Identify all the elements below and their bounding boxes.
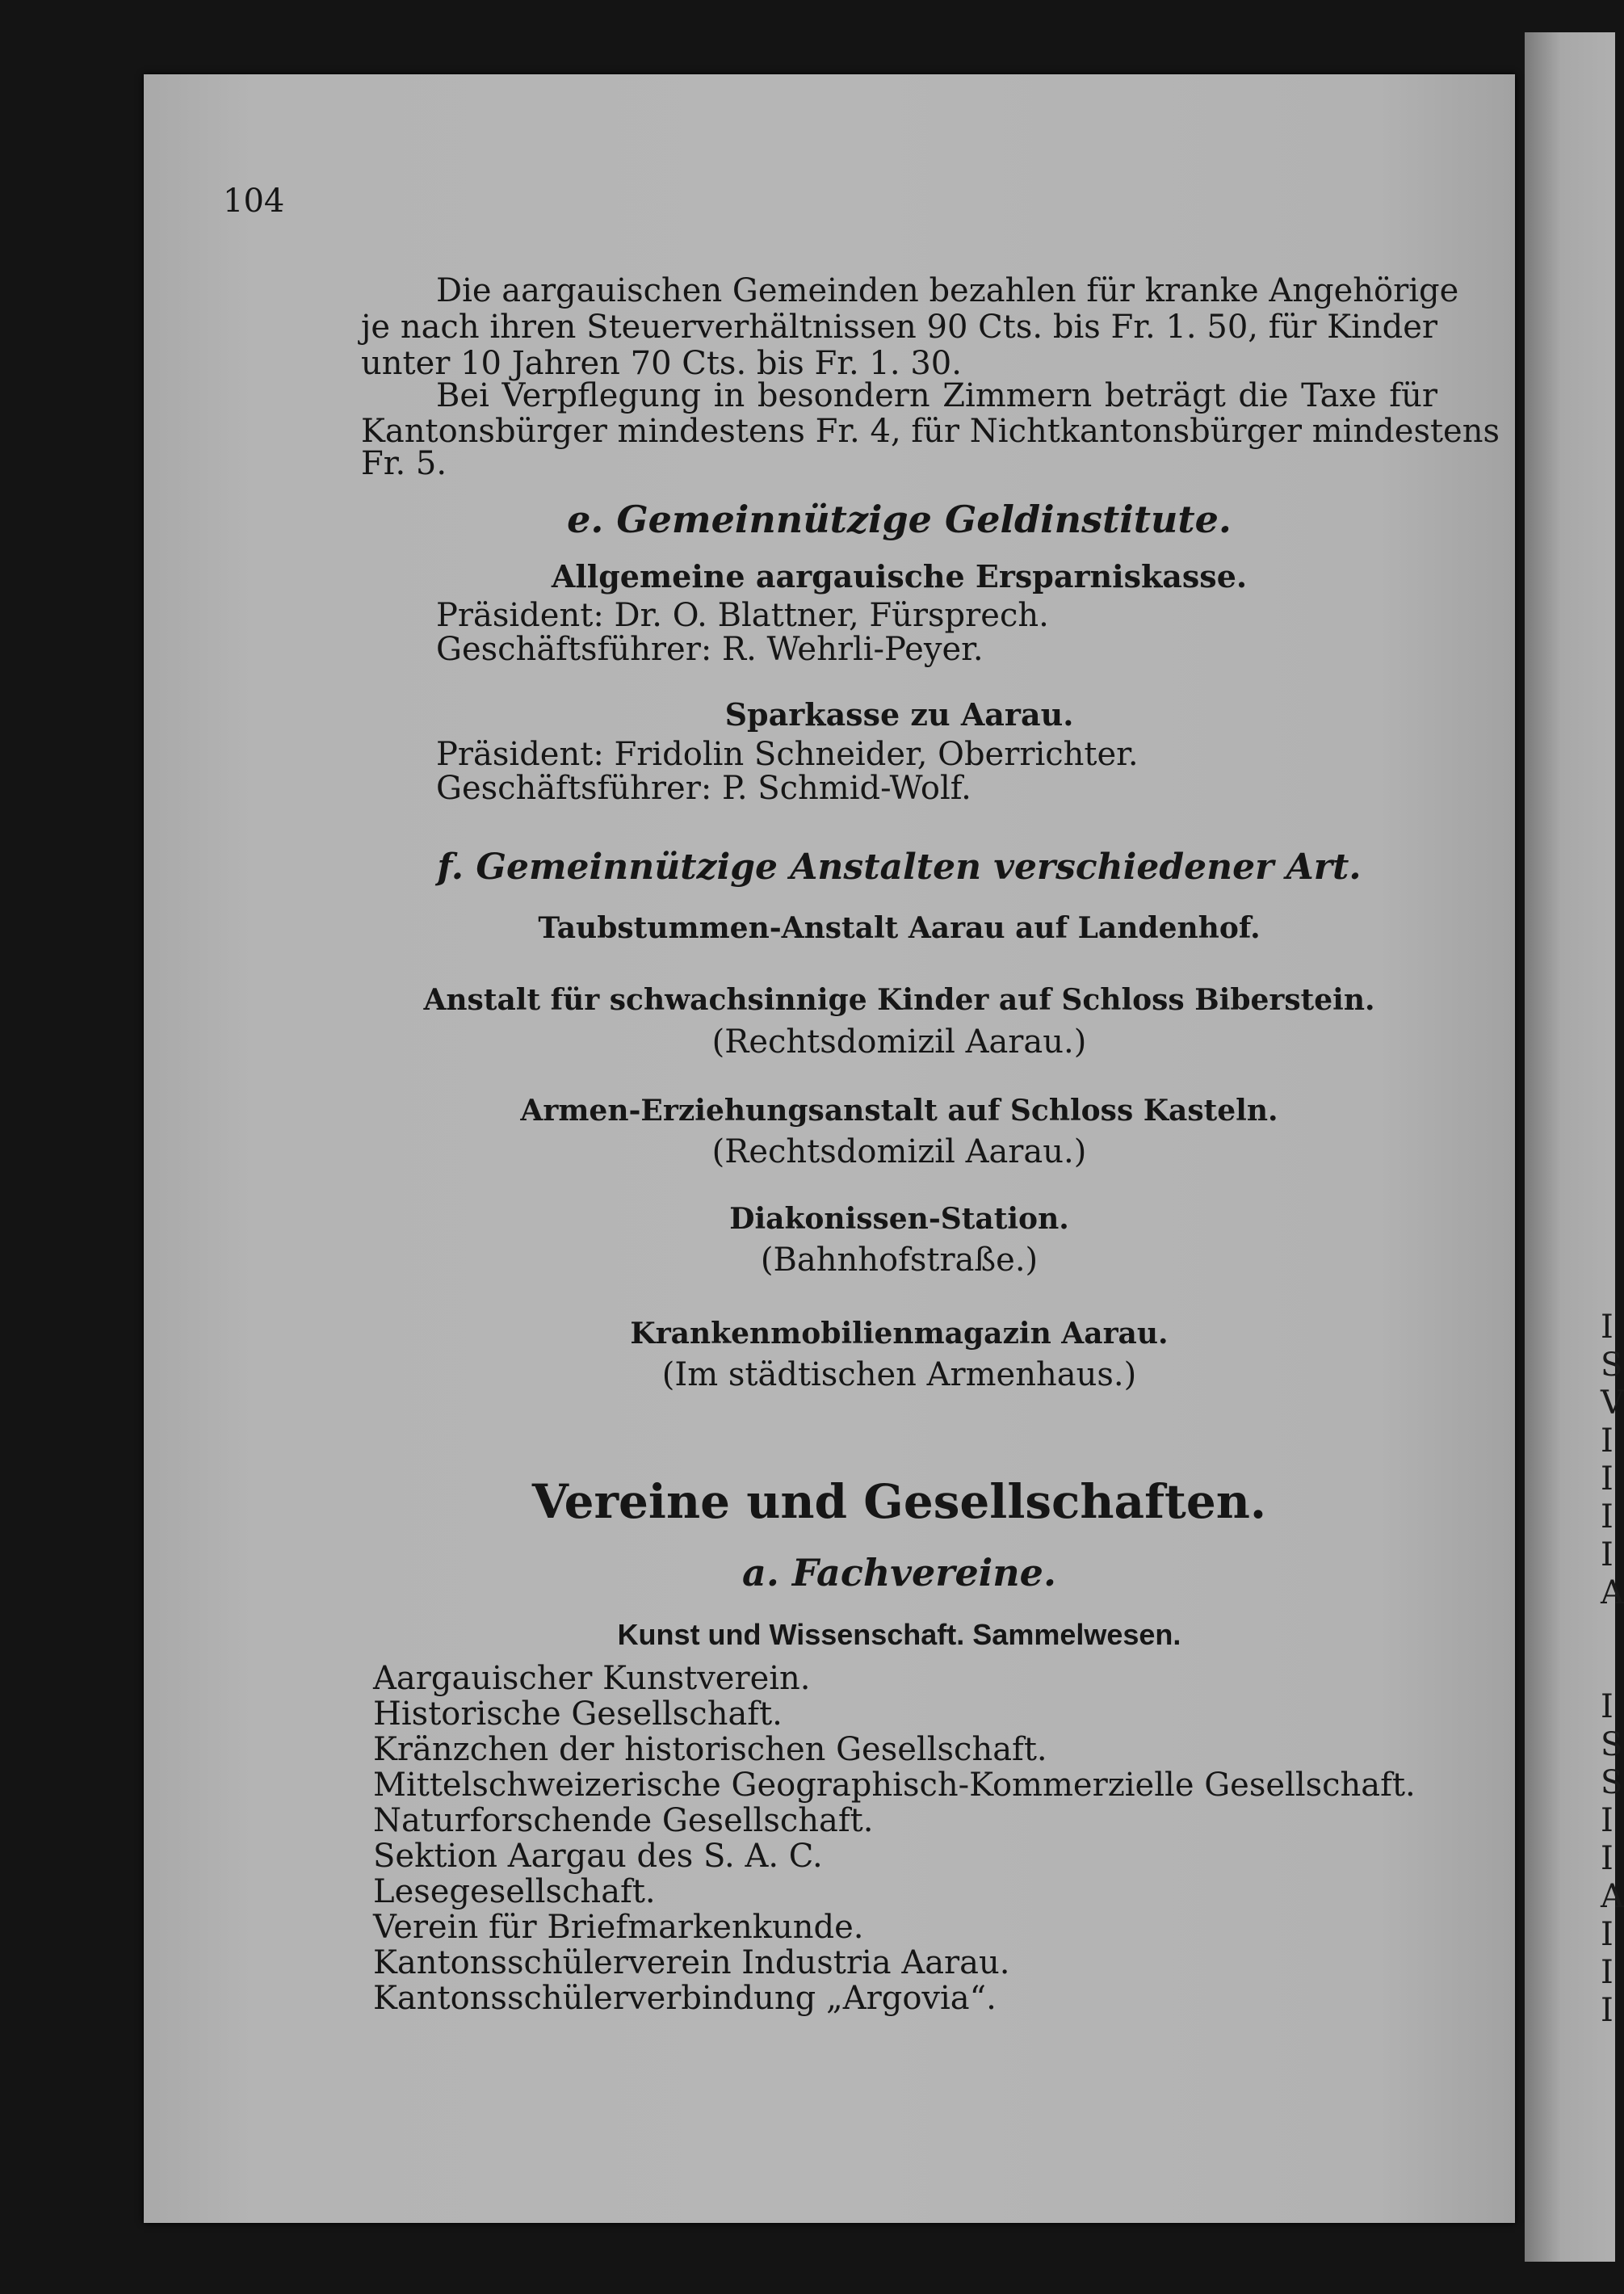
list-item: Lesegesellschaft. — [373, 1873, 656, 1910]
section-f-entry-2-note: (Rechtsdomizil Aarau.) — [711, 1023, 1087, 1061]
section-e-heading: e. Gemeinnützige Geldinstitute. — [567, 498, 1232, 541]
section-f-entry-3-note: (Rechtsdomizil Aarau.) — [711, 1133, 1087, 1170]
section-e-institution-1-name: Allgemeine aargauische Ersparniskasse. — [551, 558, 1248, 595]
intro-line-3: unter 10 Jahren 70 Cts. bis Fr. 1. 30. — [361, 345, 962, 382]
list-item: Historische Gesellschaft. — [373, 1695, 783, 1733]
list-item: Kränzchen der historischen Gesellschaft. — [373, 1731, 1047, 1768]
section-e-institution-1-line-1: Präsident: Dr. O. Blattner, Fürsprech. — [436, 597, 1049, 634]
adjacent-page-letters — [1601, 1309, 1624, 2030]
adjacent-page-letter: I — [1601, 1688, 1614, 1725]
vereine-title: Vereine und Gesellschaften. — [531, 1474, 1267, 1529]
page-number: 104 — [223, 183, 285, 220]
section-e-institution-2-name: Sparkasse zu Aarau. — [724, 696, 1074, 733]
section-f-entry-4-note: (Bahnhofstraße.) — [760, 1242, 1039, 1279]
intro-line-5: Kantonsbürger mindestens Fr. 4, für Nichtkantonsbürger mindestens — [361, 413, 1500, 450]
adjacent-page-letter: I — [1601, 1422, 1614, 1460]
list-item: Naturforschende Gesellschaft. — [373, 1802, 874, 1839]
adjacent-page-letter: S — [1601, 1347, 1623, 1384]
adjacent-page-letter: I — [1601, 1498, 1614, 1536]
section-f-entry-2-name: Anstalt für schwachsinnige Kinder auf Schloss Biberstein. — [423, 983, 1375, 1017]
section-f-entry-5-note: (Im städtischen Armenhaus.) — [661, 1356, 1137, 1393]
list-item: Sektion Aargau des S. A. C. — [373, 1838, 823, 1875]
adjacent-page-letter: I — [1601, 1309, 1614, 1346]
adjacent-page-letter: I — [1601, 1460, 1614, 1498]
adjacent-page-letter: V — [1601, 1384, 1624, 1422]
adjacent-page-letter: I — [1601, 1536, 1614, 1573]
intro-line-1: Die aargauischen Gemeinden bezahlen für kranke Angehörige — [436, 272, 1459, 309]
list-item: Kantonsschülerverein Industria Aarau. — [373, 1944, 1010, 1981]
list-item: Verein für Briefmarkenkunde. — [373, 1909, 864, 1946]
adjacent-page-letter: I — [1601, 1802, 1614, 1839]
section-f-entry-1-name: Taubstummen-Anstalt Aarau auf Landenhof. — [538, 911, 1261, 945]
adjacent-page-letter: I — [1601, 1992, 1614, 2029]
section-e-institution-1-line-2: Geschäftsführer: R. Wehrli-Peyer. — [436, 631, 984, 668]
list-item: Kantonsschülerverbindung „Argovia“. — [373, 1980, 997, 2017]
list-item: Aargauischer Kunstverein. — [373, 1660, 811, 1697]
adjacent-page-letter: S — [1601, 1726, 1623, 1763]
adjacent-page-letter: I — [1601, 1954, 1614, 1991]
intro-line-4: Bei Verpflegung in besondern Zimmern beträgt die Taxe für — [436, 377, 1437, 414]
section-e-institution-2-line-1: Präsident: Fridolin Schneider, Oberrichter. — [436, 736, 1139, 773]
vereine-subtitle: a. Fachvereine. — [742, 1551, 1056, 1594]
adjacent-page-letter: I — [1601, 1916, 1614, 1953]
intro-line-2: je nach ihren Steuerverhältnissen 90 Cts. bis Fr. 1. 50, für Kinder — [361, 309, 1437, 346]
vereine-category: Kunst und Wissenschaft. Sammelwesen. — [617, 1618, 1181, 1651]
list-item: Mittelschweizerische Geographisch-Kommerzielle Gesellschaft. — [373, 1767, 1416, 1804]
section-f-heading: f. Gemeinnützige Anstalten verschiedener Art. — [437, 847, 1362, 888]
adjacent-page-letter: I — [1601, 1840, 1614, 1877]
adjacent-page-letter: A — [1601, 1878, 1624, 1915]
section-f-entry-4-name: Diakonissen-Station. — [729, 1202, 1069, 1236]
section-f-entry-3-name: Armen-Erziehungsanstalt auf Schloss Kasteln. — [520, 1094, 1278, 1128]
adjacent-page-letter: S — [1601, 1764, 1623, 1801]
section-f-entry-5-name: Krankenmobilienmagazin Aarau. — [630, 1317, 1169, 1351]
adjacent-page-letter: A — [1601, 1574, 1624, 1611]
intro-line-6: Fr. 5. — [361, 445, 447, 482]
section-e-institution-2-line-2: Geschäftsführer: P. Schmid-Wolf. — [436, 770, 971, 807]
